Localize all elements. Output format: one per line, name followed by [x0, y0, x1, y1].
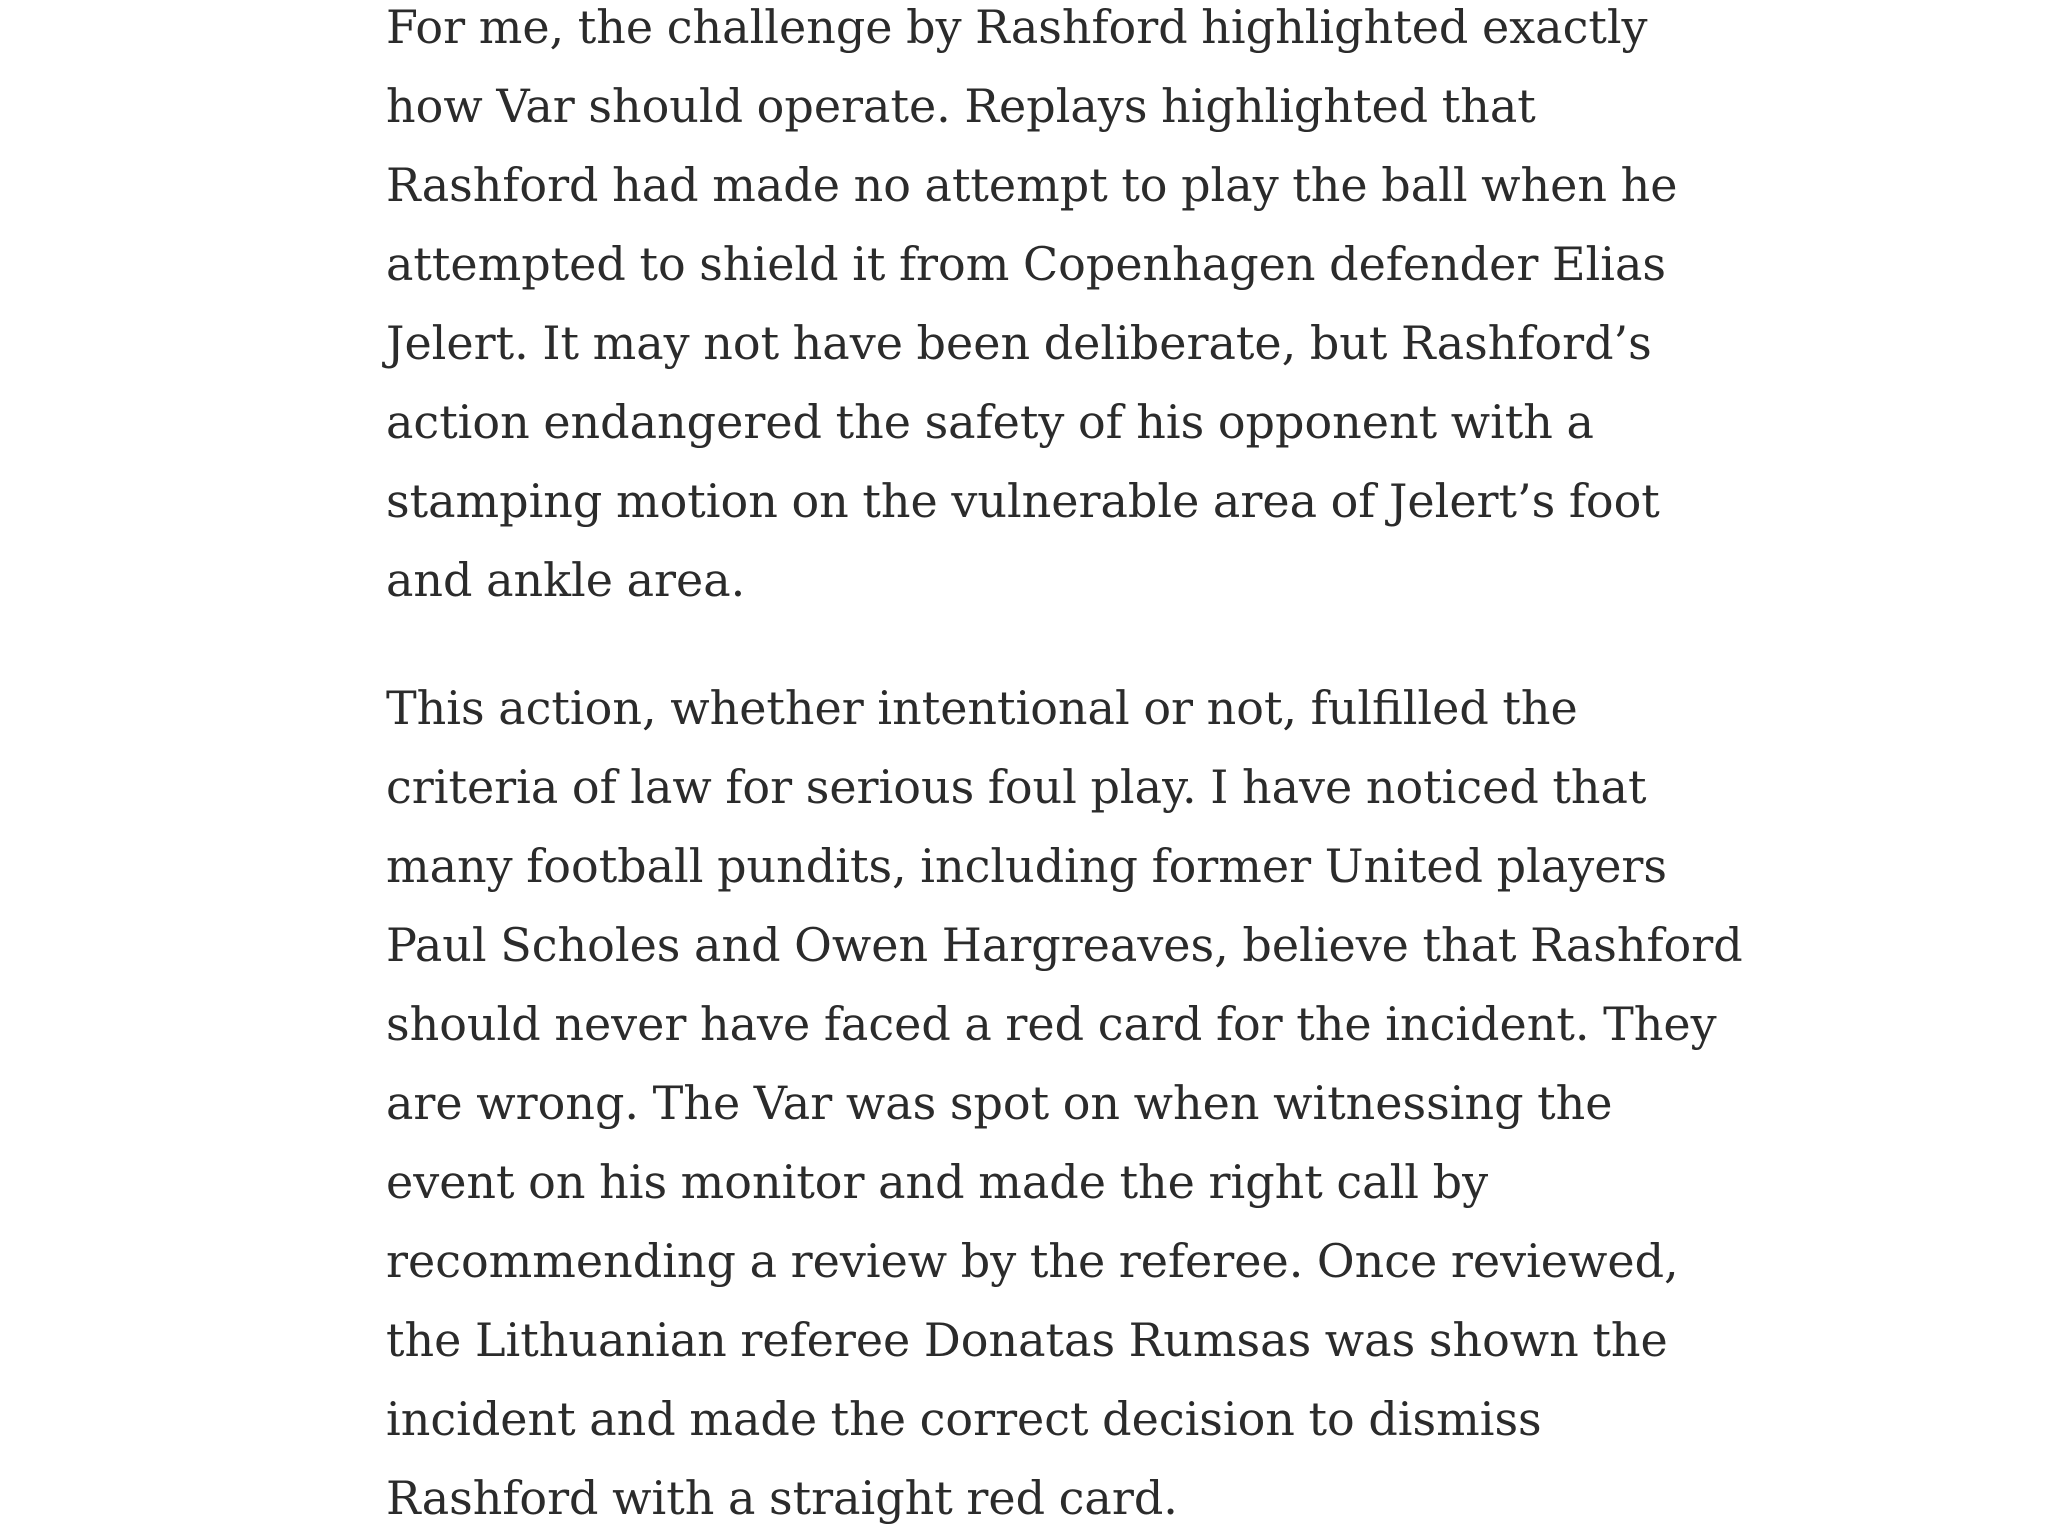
paragraph-1 — [386, 0, 1776, 620]
text-line: Rashford had made no attempt to play the ball when he — [386, 158, 1678, 212]
text-line: the Lithuanian referee Donatas Rumsas was shown the — [386, 1313, 1668, 1367]
text-line: many football pundits, including former United players — [386, 839, 1668, 893]
text-line: action endangered the safety of his opponent with a — [386, 395, 1594, 449]
paragraph-2 — [386, 669, 1776, 1538]
text-line: Jelert. It may not have been deliberate, but Rashford’s — [386, 316, 1652, 370]
text-line: attempted to shield it from Copenhagen defender Elias — [386, 237, 1666, 291]
article-body — [386, 0, 1776, 1538]
text-line: should never have faced a red card for the incident. They — [386, 997, 1717, 1051]
text-line: recommending a review by the referee. Once reviewed, — [386, 1234, 1679, 1288]
text-line: Rashford with a straight red card. — [386, 1471, 1178, 1525]
text-line: criteria of law for serious foul play. I have noticed that — [386, 760, 1647, 814]
text-line: are wrong. The Var was spot on when witnessing the — [386, 1076, 1613, 1130]
text-line: how Var should operate. Replays highlighted that — [386, 79, 1536, 133]
text-line: and ankle area. — [386, 553, 746, 607]
text-line: stamping motion on the vulnerable area of Jelert’s foot — [386, 474, 1660, 528]
text-line: This action, whether intentional or not, fulfilled the — [386, 681, 1578, 735]
text-line: event on his monitor and made the right call by — [386, 1155, 1489, 1209]
text-line: incident and made the correct decision to dismiss — [386, 1392, 1542, 1446]
text-line: Paul Scholes and Owen Hargreaves, believe that Rashford — [386, 918, 1743, 972]
text-line: For me, the challenge by Rashford highlighted exactly — [386, 0, 1648, 54]
